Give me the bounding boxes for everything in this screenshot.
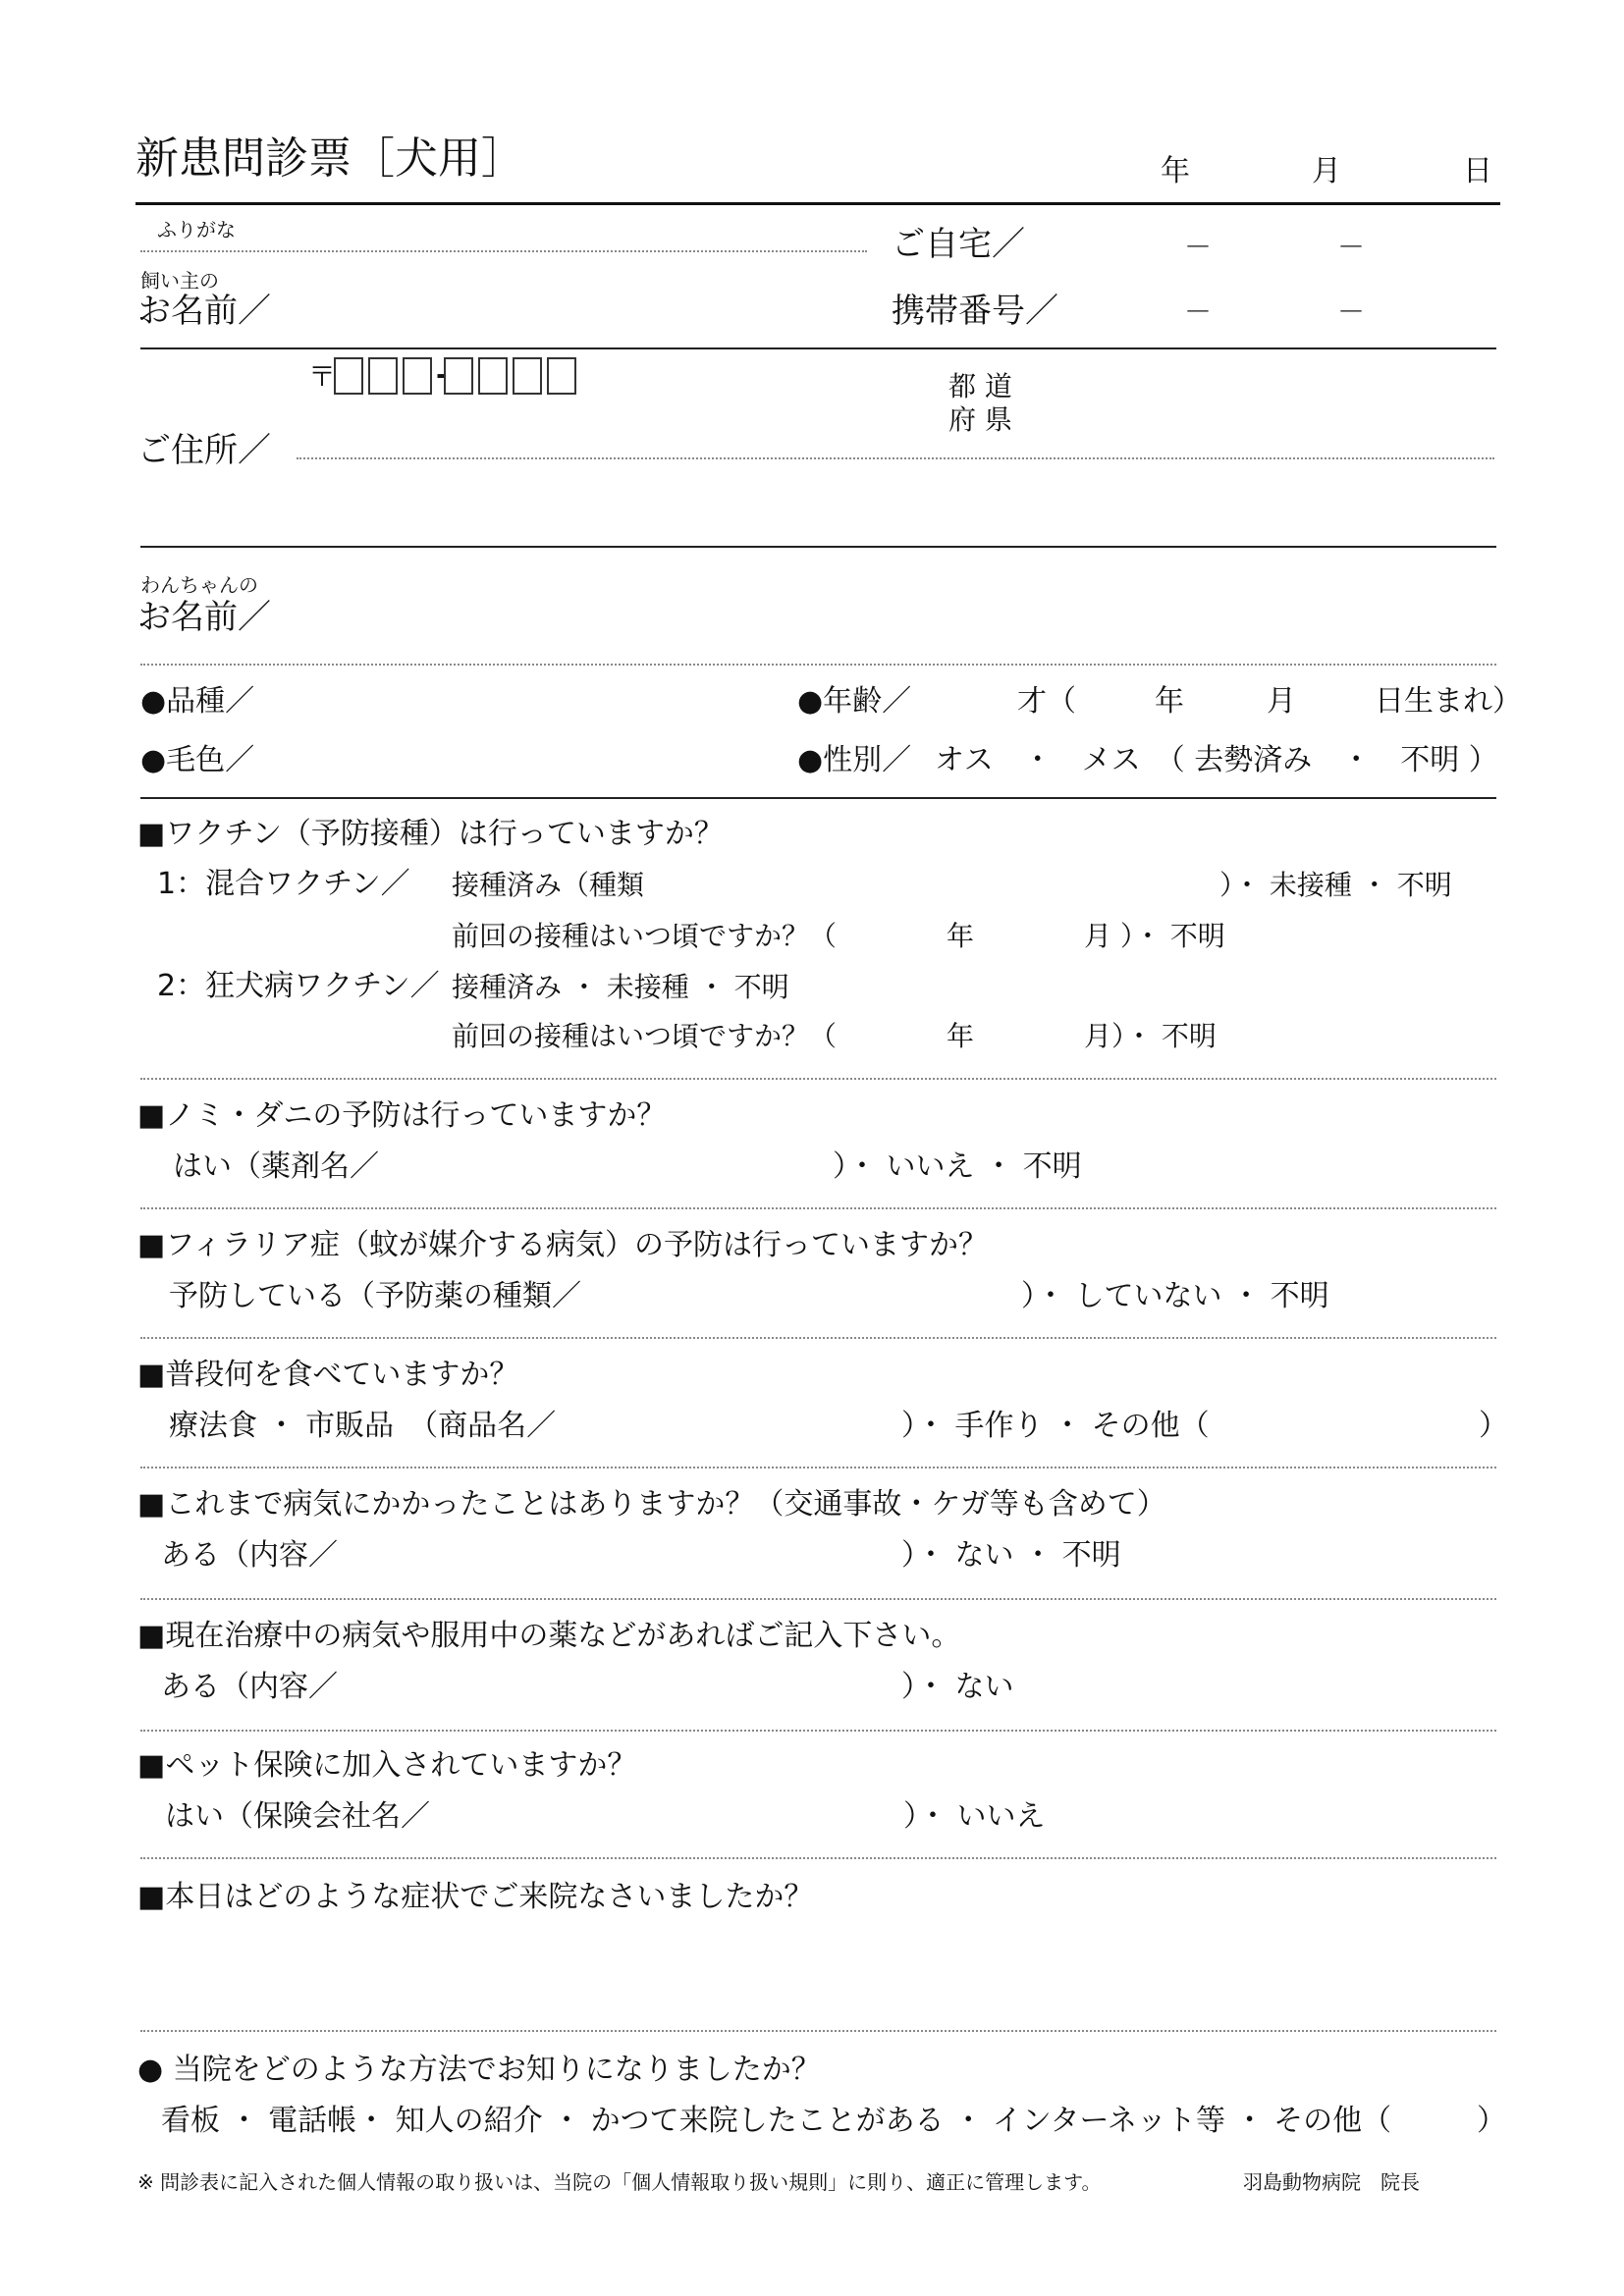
combo-vaccine-options[interactable]: ）・ 未接種 ・ 不明 (1219, 869, 1452, 901)
header-rule (135, 202, 1500, 205)
mobile-phone-dash-1: － (1184, 295, 1213, 328)
furigana-field[interactable] (140, 250, 867, 252)
breed-label: ●品種／ (140, 684, 255, 719)
address-label: ご住所／ (137, 431, 271, 470)
flea-answer-options[interactable]: ）・ いいえ ・ 不明 (833, 1149, 1082, 1184)
home-phone-dash-1: － (1184, 231, 1213, 263)
flea-question: ■ノミ・ダニの予防は行っていますか？ (137, 1098, 667, 1133)
filaria-section-rule (140, 1337, 1496, 1339)
pet-name-small-label: わんちゃんの (140, 573, 258, 597)
source-options[interactable]: 看板 ・ 電話帳・ 知人の紹介 ・ かつて来院したことがある ・ インターネット等 ・ その他（ (161, 2104, 1392, 2138)
combo-vaccine-done[interactable]: 接種済み（種類 (452, 869, 645, 901)
food-question: ■普段何を食べていますか？ (137, 1358, 519, 1392)
date-day-label: 日 (1463, 154, 1492, 188)
owner-name-small-label: 飼い主の (140, 269, 219, 293)
coat-color-label: ●毛色／ (140, 743, 255, 777)
birth-day-label: 日生まれ） (1375, 684, 1522, 719)
birth-month-label: 月 (1267, 684, 1296, 719)
sex-options[interactable]: オス ・ メス （ 去勢済み ・ 不明 ） (935, 743, 1498, 777)
mobile-phone-dash-2: － (1337, 295, 1366, 328)
source-question: ● 当院をどのような方法でお知りになりましたか？ (137, 2053, 821, 2087)
postal-code-box-2[interactable] (368, 357, 398, 395)
pet-name-label: お名前／ (137, 598, 271, 637)
postal-code-box-5[interactable] (478, 357, 508, 395)
rabies-vaccine-options[interactable]: 接種済み ・ 未接種 ・ 不明 (452, 971, 789, 1003)
combo-vaccine-label: 1：混合ワクチン／ (157, 867, 410, 901)
food-other-close: ） (1479, 1409, 1508, 1443)
treatment-question: ■現在治療中の病気や服用中の薬などがあればご記入下さい。 (137, 1619, 961, 1653)
source-other-close: ） (1477, 2104, 1506, 2138)
postal-code-box-1[interactable] (334, 357, 363, 395)
treatment-section-rule (140, 1730, 1496, 1732)
illness-question: ■これまで病気にかかったことはありますか？（交通事故・ケガ等も含めて） (137, 1487, 1166, 1522)
pet-name-field[interactable] (140, 664, 1496, 666)
illness-section-rule (140, 1598, 1496, 1600)
combo-last-year-label: 年 (947, 920, 975, 952)
postal-code-dash: - (436, 358, 448, 391)
filaria-answer-options[interactable]: ）・ していない ・ 不明 (1021, 1279, 1329, 1313)
postal-mark: 〒 (308, 360, 337, 393)
postal-code-box-3[interactable] (403, 357, 432, 395)
treatment-answer-options[interactable]: ）・ ない (901, 1670, 1014, 1704)
illness-answer-options[interactable]: ）・ ない ・ 不明 (901, 1538, 1121, 1573)
postal-code-box-6[interactable] (513, 357, 542, 395)
owner-name-label: お名前／ (137, 292, 271, 331)
address-section-rule (140, 546, 1496, 548)
flea-answer-yes[interactable]: はい（薬剤名／ (173, 1149, 379, 1184)
treatment-answer-yes[interactable]: ある（内容／ (161, 1670, 338, 1704)
insurance-question: ■ペット保険に加入されていますか？ (137, 1748, 637, 1783)
insurance-answer-yes[interactable]: はい（保険会社名／ (165, 1799, 430, 1834)
food-section-rule (140, 1467, 1496, 1468)
address-field[interactable] (297, 457, 1494, 459)
flea-section-rule (140, 1207, 1496, 1209)
symptom-answer-field[interactable] (140, 2030, 1496, 2032)
vaccine-question: ■ワクチン（予防接種）は行っていますか？ (137, 817, 724, 851)
sex-label: ●性別／ (797, 743, 912, 777)
pet-section-rule (140, 797, 1496, 799)
filaria-answer-yes[interactable]: 予防している（予防薬の種類／ (169, 1279, 581, 1313)
combo-last-vaccination-label: 前回の接種はいつ頃ですか？（ (452, 920, 838, 952)
age-label: ●年齢／ (797, 684, 912, 719)
insurance-answer-options[interactable]: ）・ いいえ (903, 1799, 1046, 1834)
date-month-label: 月 (1312, 154, 1341, 188)
page-title: 新患問診票［犬用］ (135, 133, 524, 184)
food-answer-commercial[interactable]: 療法食 ・ 市販品 （商品名／ (169, 1409, 557, 1443)
birth-year-label: 年 (1155, 684, 1184, 719)
mobile-phone-label: 携帯番号／ (892, 292, 1058, 331)
postal-code-box-4[interactable] (444, 357, 473, 395)
vaccine-section-rule (140, 1078, 1496, 1080)
rabies-vaccine-label: 2：狂犬病ワクチン／ (157, 969, 440, 1003)
symptom-question: ■本日はどのような症状でご来院なさいましたか？ (137, 1880, 814, 1914)
combo-last-month-options[interactable]: 月 ）・ 不明 (1084, 920, 1225, 952)
illness-answer-yes[interactable]: ある（内容／ (161, 1538, 338, 1573)
insurance-section-rule (140, 1857, 1496, 1859)
rabies-last-year-label: 年 (947, 1020, 975, 1052)
prefecture-label-bottom: 府 県 (948, 403, 1012, 436)
home-phone-dash-2: － (1337, 231, 1366, 263)
hospital-signature: 羽島動物病院 院長 (1243, 2170, 1420, 2194)
owner-section-rule (140, 347, 1496, 349)
date-year-label: 年 (1161, 154, 1190, 188)
rabies-last-month-options[interactable]: 月）・ 不明 (1084, 1020, 1217, 1052)
privacy-note: ※ 問診表に記入された個人情報の取り扱いは、当院の「個人情報取り扱い規則」に則り、適正に管理します。 (137, 2170, 1102, 2194)
prefecture-label-top: 都 道 (948, 370, 1012, 402)
age-unit-label: 才（ (1017, 684, 1076, 719)
rabies-last-vaccination-label: 前回の接種はいつ頃ですか？（ (452, 1020, 838, 1052)
postal-code-box-7[interactable] (547, 357, 576, 395)
home-phone-label: ご自宅／ (892, 225, 1025, 264)
food-answer-options[interactable]: ）・ 手作り ・ その他（ (901, 1409, 1210, 1443)
filaria-question: ■フィラリア症（蚊が媒介する病気）の予防は行っていますか？ (137, 1228, 988, 1262)
furigana-label: ふりがな (157, 218, 236, 241)
